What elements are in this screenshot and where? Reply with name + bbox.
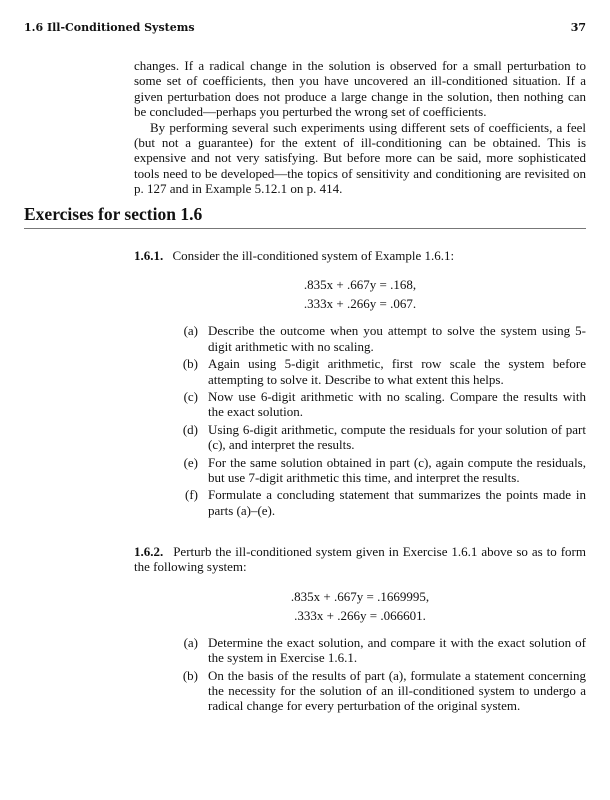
exercise-part xyxy=(134,455,586,486)
exercise-1-6-2 xyxy=(134,544,586,716)
equation: .835x + .667y = .1669995, xyxy=(290,588,430,604)
exercise-number: 1.6.2. xyxy=(134,544,164,559)
page-number: 37 xyxy=(570,21,586,34)
exercise-part xyxy=(134,668,586,714)
exercise-1-6-1 xyxy=(134,248,586,520)
part-label: (f) xyxy=(185,487,198,503)
equation: .333x + .266y = .066601. xyxy=(294,607,426,623)
part-text: Again using 5-digit arithmetic, first row scale the system before attempting to solve it. Describe to what extent this helps. xyxy=(208,356,586,387)
intro-paragraph-1: changes. If a radical change in the solution is observed for a small perturbation to some set of coefficients, then you have uncovered an ill-conditioned situation. If a given perturbation does not produce a large change in the solution, then nothing can be concluded—perhaps you perturbed the wrong set of coefficients. xyxy=(134,58,586,120)
exercise-statement xyxy=(134,544,586,575)
part-label: (a) xyxy=(183,323,198,339)
exercise-part xyxy=(134,487,586,518)
exercise-parts xyxy=(134,323,586,518)
exercise-part xyxy=(134,323,586,354)
exercise-statement-text: Consider the ill-conditioned system of Example 1.6.1: xyxy=(172,248,455,263)
exercise-parts xyxy=(134,635,586,714)
part-label: (a) xyxy=(183,634,198,650)
intro-paragraph-2: By performing several such experiments using different sets of coefficients, a feel (but not a guarantee) for the extent of ill-conditioning can be obtained. This is expensive and not very satisfying. But before more can be said, more sophisticated tools need to be developed—the topics of sensitivity and conditioning are revisited on p. 127 and in Example 5.12.1 on p. 414. xyxy=(134,119,586,197)
part-text: Describe the outcome when you attempt to solve the system using 5-digit arithmetic with no scaling. xyxy=(208,323,586,354)
exercise-part xyxy=(134,422,586,453)
part-label: (e) xyxy=(183,454,198,470)
part-label: (b) xyxy=(182,356,198,372)
section-title: Exercises for section 1.6 xyxy=(24,204,586,229)
section-running-title: 1.6 Ill-Conditioned Systems xyxy=(24,21,195,34)
exercise-statement xyxy=(134,248,586,263)
equation: .835x + .667y = .168, xyxy=(303,277,417,293)
exercise-part xyxy=(134,635,586,666)
part-text: For the same solution obtained in part (c), again compute the residuals, but use 7-digit arithmetic this time, and interpret the results. xyxy=(208,454,586,486)
exercise-part xyxy=(134,356,586,387)
part-text: Formulate a concluding statement that summarizes the points made in parts (a)–(e). xyxy=(208,487,586,518)
equation-system xyxy=(134,275,586,313)
exercise-statement-text: Perturb the ill-conditioned system given in Exercise 1.6.1 above so as to form the following system: xyxy=(134,544,586,575)
exercise-number: 1.6.1. xyxy=(134,248,164,263)
intro-text xyxy=(134,58,586,197)
part-label: (b) xyxy=(182,667,198,683)
part-label: (d) xyxy=(182,421,198,437)
part-text: Determine the exact solution, and compare it with the exact solution of the system in Exercise 1.6.1. xyxy=(208,634,586,666)
part-text: Now use 6-digit arithmetic with no scaling. Compare the results with the exact solution. xyxy=(208,389,586,420)
exercise-part xyxy=(134,389,586,420)
part-label: (c) xyxy=(183,389,198,405)
equation: .333x + .266y = .067. xyxy=(303,296,417,312)
running-head xyxy=(24,21,586,34)
part-text: On the basis of the results of part (a), formulate a statement concerning the necessity for the solution of an ill-conditioned system to undergo a radical change for every perturbation of the original system. xyxy=(208,667,586,714)
equation-system xyxy=(134,587,586,625)
part-text: Using 6-digit arithmetic, compute the residuals for your solution of part (c), and interpret the results. xyxy=(208,421,586,453)
